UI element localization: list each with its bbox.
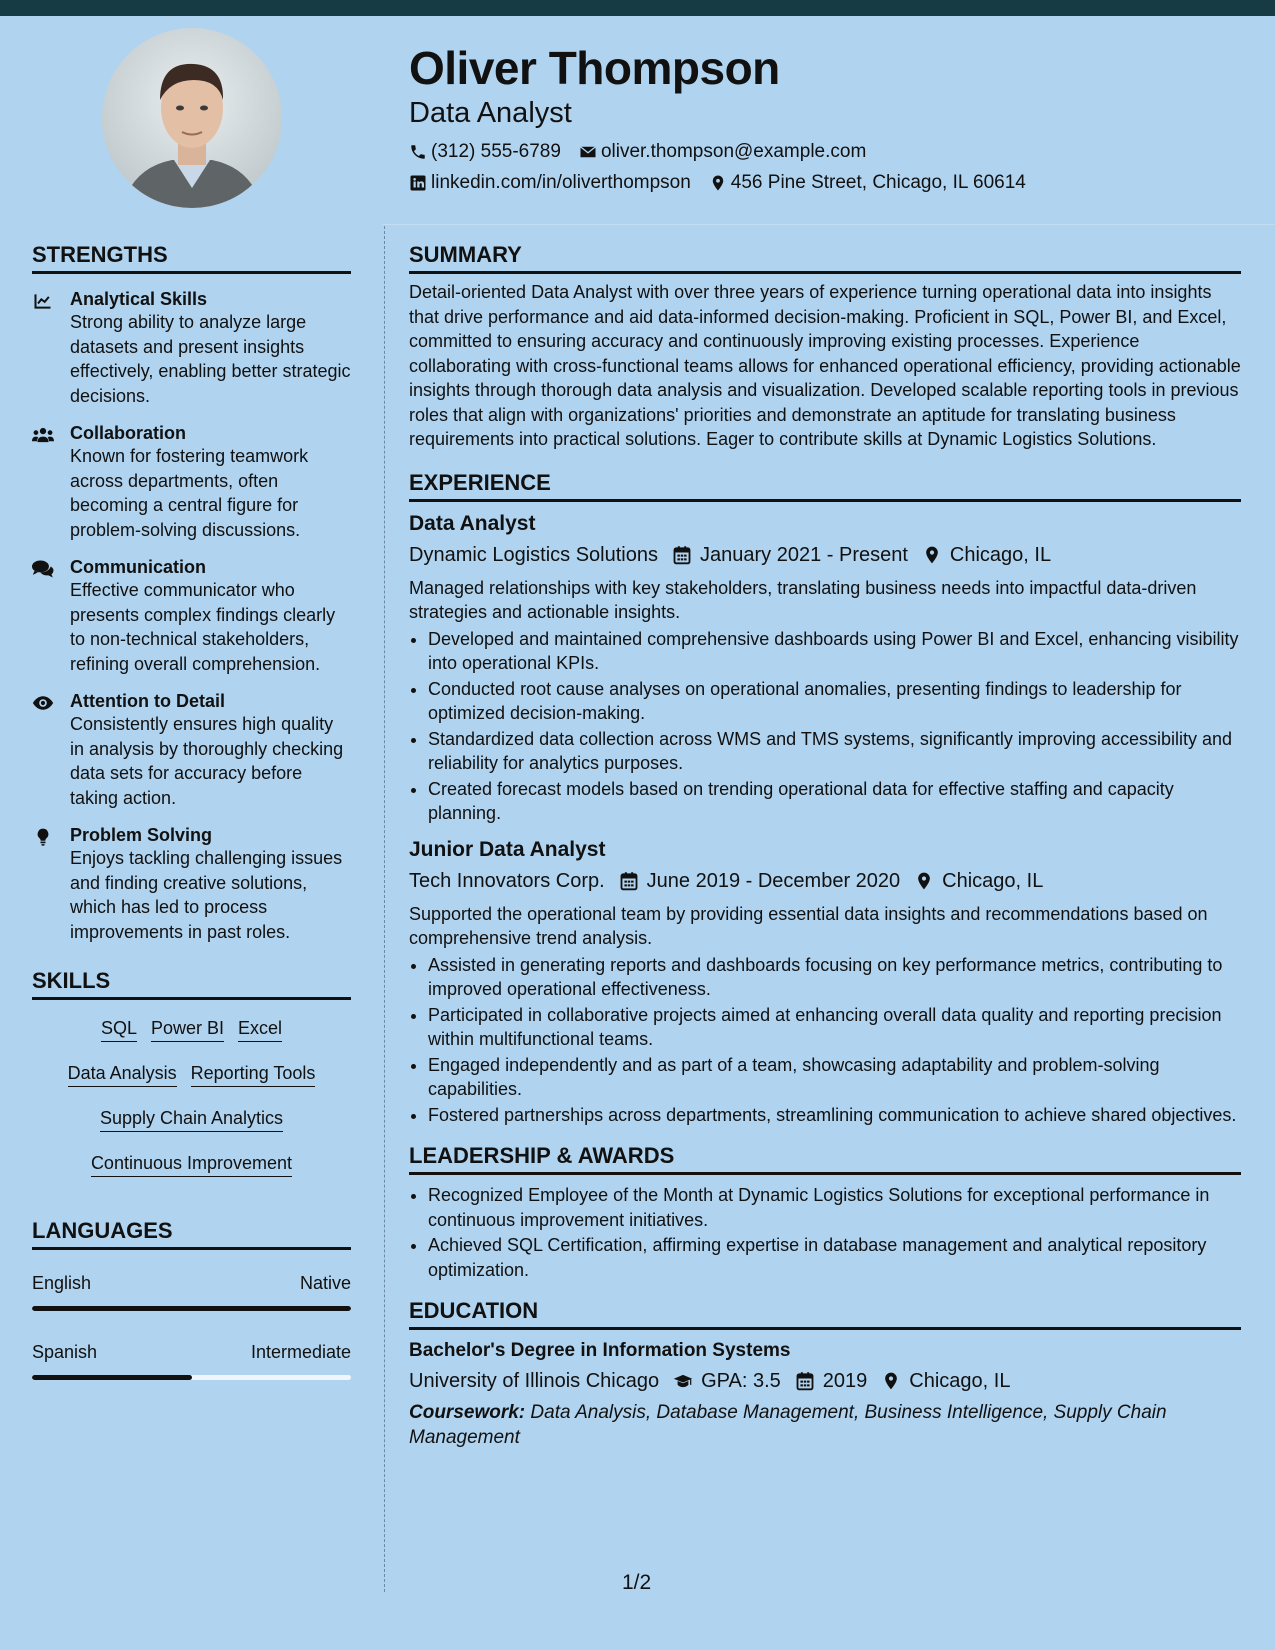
- phone-number: (312) 555-6789: [431, 141, 561, 162]
- awards-heading: LEADERSHIP & AWARDS: [409, 1141, 1241, 1175]
- resume-header: [409, 40, 1249, 195]
- summary-heading: SUMMARY: [409, 240, 1241, 274]
- contact-row-2: [409, 171, 1249, 195]
- strengths-heading: STRENGTHS: [32, 240, 351, 274]
- location-pin-icon: [881, 1371, 901, 1391]
- envelope-icon: [579, 143, 597, 161]
- language-proficiency-bar: [32, 1306, 351, 1311]
- profile-photo: [102, 28, 282, 208]
- strength-description: Known for fostering teamwork across departments, often becoming a central figure for problem-solving discussions.: [70, 446, 309, 540]
- candidate-role: Data Analyst: [409, 97, 572, 129]
- bullet-item: • Conducted root cause analyses on operational anomalies, presenting findings to leadership for optimized decision-making.: [428, 677, 1241, 726]
- language-name: English: [32, 1273, 92, 1293]
- strength-description: Strong ability to analyze large datasets and present insights effectively, enabling better strategic decisions.: [70, 312, 351, 406]
- skill-row: [32, 1151, 351, 1178]
- language-item: [32, 1341, 351, 1380]
- job-title: Junior Data Analyst: [409, 837, 606, 861]
- job-meta: [409, 868, 1241, 894]
- job-summary: Managed relationships with key stakeholders, translating business needs into impactful data-driven strategies and actionable insights.: [409, 577, 1197, 622]
- skill-tag: Power BI: [151, 1016, 224, 1042]
- bullet-item: • Participated in collaborative projects aimed at enhancing overall data quality and reporting precision within multifunctional teams.: [428, 1003, 1241, 1052]
- linkedin-icon: [409, 174, 427, 192]
- location-pin-icon: [922, 545, 942, 565]
- coursework-label: Coursework:: [409, 1402, 526, 1423]
- strength-item: [32, 690, 351, 810]
- address-text: 456 Pine Street, Chicago, IL 60614: [730, 172, 1026, 193]
- email-address[interactable]: oliver.thompson@example.com: [600, 141, 867, 162]
- strength-description: Effective communicator who presents complex findings clearly to non-technical stakeholders, refining overall comprehension.: [70, 580, 336, 674]
- award-item: • Recognized Employee of the Month at Dynamic Logistics Solutions for exceptional performance in continuous improvement initiatives.: [428, 1183, 1241, 1232]
- skill-row: [32, 1106, 351, 1133]
- strength-title: Problem Solving: [70, 825, 213, 845]
- skill-tag: Supply Chain Analytics: [100, 1106, 283, 1132]
- job-entry: [409, 836, 1241, 1128]
- graduation-cap-icon: [673, 1371, 693, 1391]
- education-meta: [409, 1368, 1241, 1394]
- bullet-item: • Developed and maintained comprehensive dashboards using Power BI and Excel, enhancing visibility into operational KPIs.: [428, 627, 1241, 676]
- eye-icon: [32, 693, 54, 713]
- strength-title: Analytical Skills: [70, 289, 208, 309]
- proficiency-fill: [32, 1375, 192, 1380]
- contact-row-1: [409, 140, 1249, 164]
- strength-title: Attention to Detail: [70, 691, 225, 711]
- strength-title: Collaboration: [70, 423, 186, 443]
- degree-title: Bachelor's Degree in Information Systems: [409, 1340, 791, 1361]
- bullet-item: • Assisted in generating reports and dashboards focusing on key performance metrics, contributing to improved operational effectiveness.: [428, 953, 1241, 1002]
- bullet-item: • Engaged independently and as part of a team, showcasing adaptability and problem-solving capabilities.: [428, 1053, 1241, 1102]
- language-level: Intermediate: [250, 1342, 351, 1362]
- strength-item: [32, 556, 351, 676]
- skill-row: [32, 1016, 351, 1043]
- email-contact[interactable]: [579, 140, 866, 164]
- skills-list: [32, 1016, 351, 1178]
- job-meta: [409, 542, 1241, 568]
- gpa-text: GPA: 3.5: [701, 1370, 781, 1392]
- chart-line-icon: [32, 291, 54, 311]
- right-column: [409, 240, 1241, 1450]
- education-location: Chicago, IL: [909, 1370, 1011, 1392]
- linkedin-url[interactable]: linkedin.com/in/oliverthompson: [431, 172, 691, 193]
- linkedin-contact[interactable]: [409, 171, 691, 195]
- job-dates: June 2019 - December 2020: [646, 869, 901, 892]
- calendar-icon: [619, 871, 639, 891]
- bullet-item: • Created forecast models based on trending operational data for effective staffing and capacity planning.: [428, 777, 1241, 826]
- job-dates: January 2021 - Present: [700, 543, 908, 566]
- strength-item: [32, 288, 351, 408]
- school-name: University of Illinois Chicago: [409, 1370, 660, 1392]
- phone-icon: [409, 143, 427, 161]
- bullet-item: • Fostered partnerships across departments, streamlining communication to achieve shared objectives.: [428, 1103, 1241, 1128]
- top-bar: [0, 0, 1275, 16]
- company-name: Dynamic Logistics Solutions: [409, 543, 658, 566]
- job-title: Data Analyst: [409, 511, 536, 535]
- users-icon: [32, 425, 54, 445]
- graduation-year: 2019: [822, 1370, 868, 1392]
- skill-tag: Reporting Tools: [191, 1061, 316, 1087]
- job-location: Chicago, IL: [942, 869, 1044, 892]
- job-entry: [409, 510, 1241, 826]
- job-location: Chicago, IL: [949, 543, 1052, 566]
- candidate-name: Oliver Thompson: [409, 42, 780, 94]
- skill-tag: Continuous Improvement: [91, 1151, 292, 1177]
- left-column: [32, 240, 351, 1380]
- address-contact: [709, 171, 1026, 195]
- language-name: Spanish: [32, 1342, 98, 1362]
- education-heading: EDUCATION: [409, 1296, 1241, 1330]
- strength-item: [32, 422, 351, 542]
- skill-tag: Data Analysis: [68, 1061, 177, 1087]
- award-item: • Achieved SQL Certification, affirming expertise in database management and analytical repository optimization.: [428, 1233, 1241, 1282]
- strength-item: [32, 824, 351, 944]
- awards-list: [409, 1183, 1241, 1282]
- strength-description: Consistently ensures high quality in analysis by thoroughly checking data sets for accuracy before taking action.: [70, 714, 344, 808]
- comments-icon: [32, 559, 54, 579]
- coursework: [409, 1400, 1241, 1450]
- phone-contact: [409, 140, 561, 164]
- column-divider: [384, 226, 385, 1592]
- location-pin-icon: [709, 174, 727, 192]
- strength-description: Enjoys tackling challenging issues and finding creative solutions, which has led to process improvements in past roles.: [70, 848, 343, 942]
- experience-heading: EXPERIENCE: [409, 468, 1241, 502]
- skill-tag: SQL: [101, 1016, 137, 1042]
- header-divider: [382, 224, 1275, 225]
- language-proficiency-bar: [32, 1375, 351, 1380]
- coursework-list: Data Analysis, Database Management, Business Intelligence, Supply Chain Management: [409, 1402, 1167, 1448]
- lightbulb-icon: [32, 827, 54, 847]
- bullet-item: • Standardized data collection across WMS and TMS systems, significantly improving accessibility and reliability for analytics purposes.: [428, 727, 1241, 776]
- languages-heading: LANGUAGES: [32, 1216, 351, 1250]
- location-pin-icon: [914, 871, 934, 891]
- company-name: Tech Innovators Corp.: [409, 869, 605, 892]
- proficiency-fill: [32, 1306, 351, 1311]
- skills-heading: SKILLS: [32, 966, 351, 1000]
- job-bullets: [409, 627, 1241, 826]
- language-level: Native: [299, 1273, 351, 1293]
- calendar-icon: [672, 545, 692, 565]
- skill-tag: Excel: [238, 1016, 282, 1042]
- skill-row: [32, 1061, 351, 1088]
- job-bullets: [409, 953, 1241, 1128]
- summary-text: Detail-oriented Data Analyst with over three years of experience turning operational data into insights that drive performance and aid data-informed decision-making. Proficient in SQL, Power BI, and Excel, committed to ensuring accuracy and continuously improving existing processes. Experience collaborating with cross-functional teams allows for enhanced operational efficiency, providing actionable insights through thorough data analysis and visualization. Developed scalable reporting tools in previous roles that align with organizations' priorities and demonstrate an aptitude for translating business requirements into practical solutions. Eager to contribute skills at Dynamic Logistics Solutions.: [409, 282, 1241, 449]
- job-summary: Supported the operational team by providing essential data insights and recommendations based on comprehensive trend analysis.: [409, 903, 1208, 948]
- language-item: [32, 1272, 351, 1311]
- calendar-icon: [795, 1371, 815, 1391]
- page-indicator: 1/2: [622, 1571, 652, 1594]
- strength-title: Communication: [70, 557, 207, 577]
